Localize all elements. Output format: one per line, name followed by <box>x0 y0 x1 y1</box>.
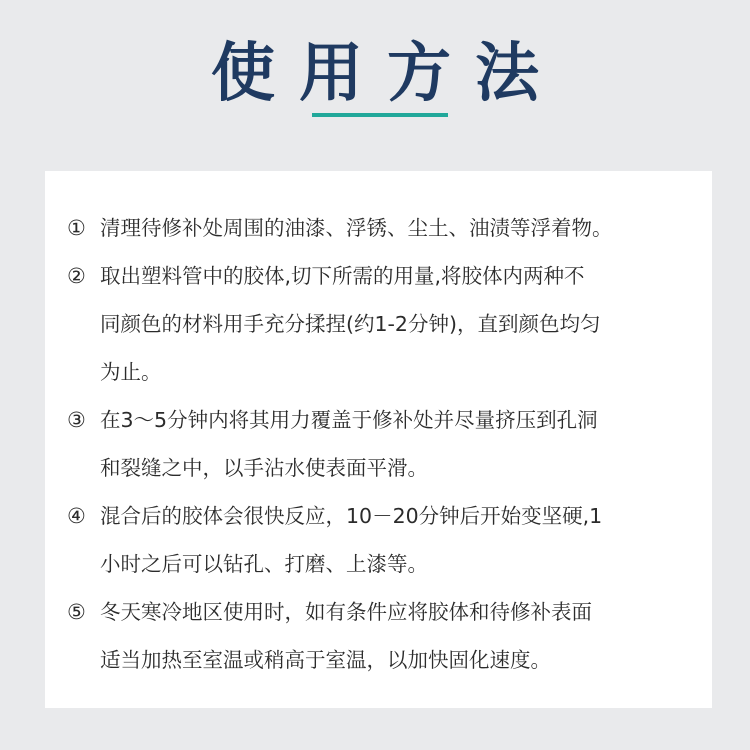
page-title: 使用方法 <box>211 36 563 111</box>
step-text-line: 适当加热至室温或稍高于室温，以加快固化速度。 <box>100 648 551 672</box>
step-text-line: 和裂缝之中，以手沾水使表面平滑。 <box>100 456 428 480</box>
step-item <box>67 252 707 396</box>
step-number: ⑤ <box>67 600 86 624</box>
title-underline <box>312 113 448 117</box>
step-text-line: 小时之后可以钻孔、打磨、上漆等。 <box>100 552 428 576</box>
step-item <box>67 492 707 588</box>
step-item <box>67 588 707 684</box>
step-text-line: 冬天寒冷地区使用时，如有条件应将胶体和待修补表面 <box>100 600 592 624</box>
step-number: ④ <box>67 504 86 528</box>
step-text-line: 为止。 <box>100 360 162 384</box>
step-text-line: 取出塑料管中的胶体,切下所需的用量,将胶体内两种不 <box>100 264 585 288</box>
step-item <box>67 204 707 252</box>
step-text-line: 同颜色的材料用手充分揉捏(约1-2分钟)，直到颜色均匀 <box>100 312 601 336</box>
step-number: ① <box>67 216 86 240</box>
step-text-line: 混合后的胶体会很快反应，10－20分钟后开始变坚硬,1 <box>100 504 603 528</box>
step-item <box>67 396 707 492</box>
step-text-line: 在3～5分钟内将其用力覆盖于修补处并尽量挤压到孔洞 <box>100 408 598 432</box>
step-text-line: 清理待修补处周围的油漆、浮锈、尘土、油渍等浮着物。 <box>100 216 613 240</box>
steps-list <box>67 204 707 684</box>
instructions-card <box>45 171 712 708</box>
step-number: ③ <box>67 408 86 432</box>
step-number: ② <box>67 264 86 288</box>
